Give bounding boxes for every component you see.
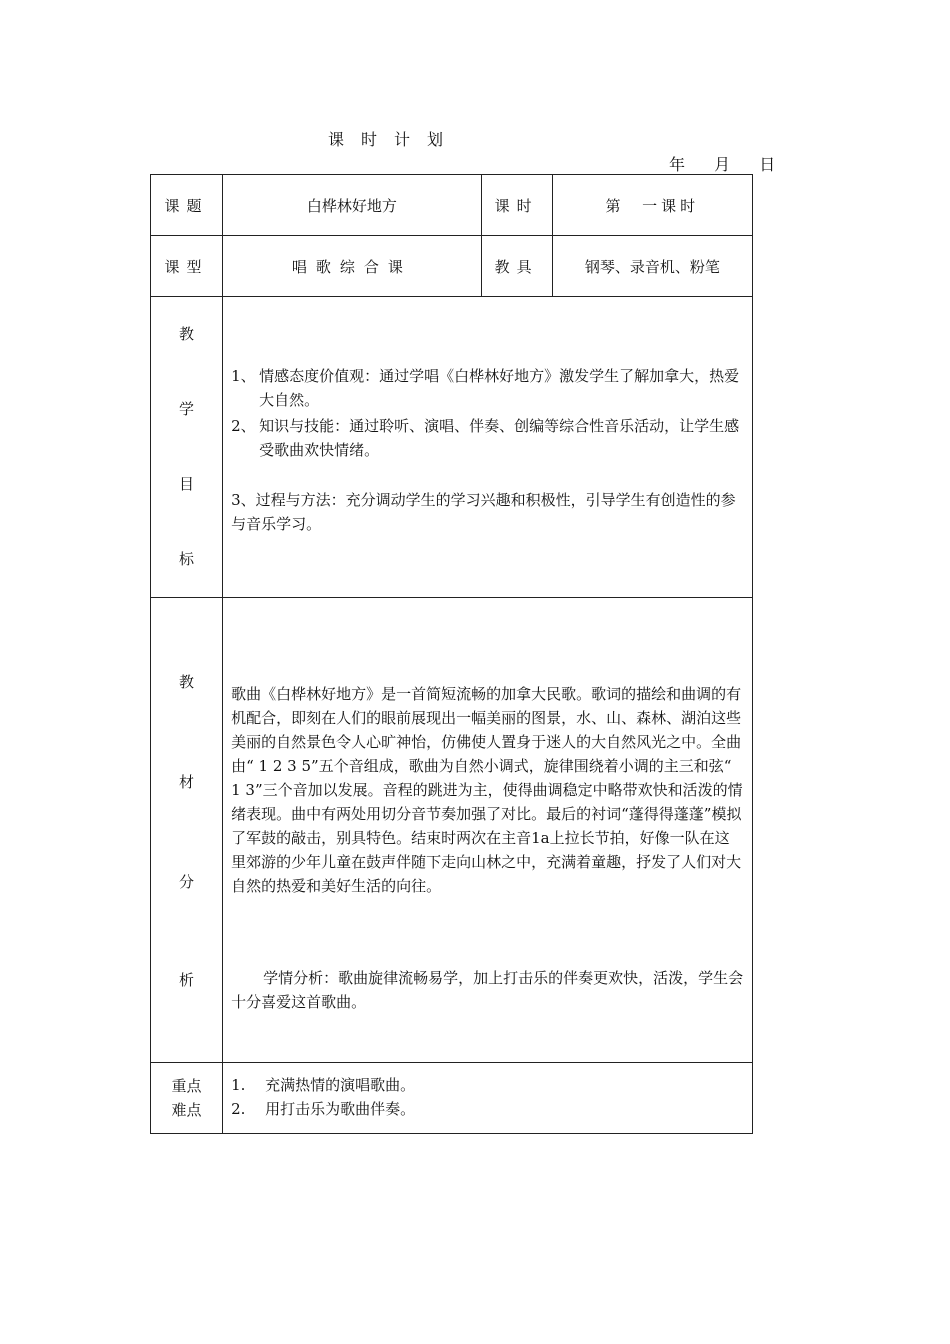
objectives-content bbox=[223, 297, 753, 598]
date-day: 日 bbox=[759, 155, 776, 174]
period-label: 课时 bbox=[481, 175, 552, 236]
table-row bbox=[151, 175, 753, 236]
list-item: 2、 知识与技能：通过聆听、演唱、伴奏、创编等综合性音乐活动，让学生感受歌曲欢快情绪。 bbox=[231, 417, 740, 459]
tools-label: 教具 bbox=[481, 236, 552, 297]
table-row bbox=[151, 598, 753, 1063]
tools-value: 钢琴、录音机、粉笔 bbox=[552, 236, 752, 297]
difficulty-label: 重点 难点 bbox=[151, 1063, 223, 1134]
type-label: 课型 bbox=[151, 236, 223, 297]
type-value: 唱歌综合课 bbox=[223, 236, 481, 297]
table-row bbox=[151, 1063, 753, 1134]
material-text: 歌曲《白桦林好地方》是一首简短流畅的加拿大民歌。歌词的描绘和曲调的有机配合，即刻在人们的眼前展现出一幅美丽的图景，水、山、森林、湖泊这些美丽的自然景色令人心旷神怡，仿佛使人置身于迷人的大自然风光之中。全曲由“ 1 2 3 5”五个音组成，歌曲为自然小调式，旋律围绕着小调的主三和弦“ 1 3”三个音加以发展。音程的跳进为主，使得曲调稳定中略带欢快和活泼的情绪表现。曲中有两处用切分音节奏加强了对比。最后的衬词“蓬得得蓬蓬”模拟了军鼓的敲击，别具特色。结束时两次在主音1a上拉长节拍，好像一队在这里郊游的少年儿童在鼓声伴随下走向山林之中，充满着童趣，抒发了人们对大自然的热爱和美好生活的向往。 bbox=[231, 685, 743, 895]
table-row bbox=[151, 236, 753, 297]
period-value: 第 一课时 bbox=[552, 175, 752, 236]
list-item: 2. 用打击乐为歌曲伴奏。 bbox=[231, 1100, 416, 1118]
lesson-plan-table bbox=[150, 174, 753, 1134]
material-content bbox=[223, 598, 753, 1063]
topic-value: 白桦林好地方 bbox=[223, 175, 481, 236]
student-analysis: 学情分析：歌曲旋律流畅易学，加上打击乐的伴奏更欢快，活泼，学生会十分喜爱这首歌曲。 bbox=[231, 969, 744, 1011]
date-month: 月 bbox=[714, 155, 731, 174]
material-label: 教 材 分 析 bbox=[151, 598, 223, 1063]
difficulty-content bbox=[223, 1063, 753, 1134]
list-item: 1、 情感态度价值观：通过学唱《白桦林好地方》激发学生了解加拿大，热爱大自然。 bbox=[231, 367, 740, 409]
topic-label: 课题 bbox=[151, 175, 223, 236]
page-title: 课时计划 bbox=[328, 130, 461, 149]
objective-3: 3、过程与方法：充分调动学生的学习兴趣和积极性，引导学生有创造性的参与音乐学习。 bbox=[231, 491, 736, 533]
list-item: 1. 充满热情的演唱歌曲。 bbox=[231, 1076, 416, 1094]
date-year: 年 bbox=[669, 155, 686, 174]
date-line bbox=[669, 152, 775, 175]
table-row bbox=[151, 297, 753, 598]
objectives-label: 教 学 目 标 bbox=[151, 297, 223, 598]
